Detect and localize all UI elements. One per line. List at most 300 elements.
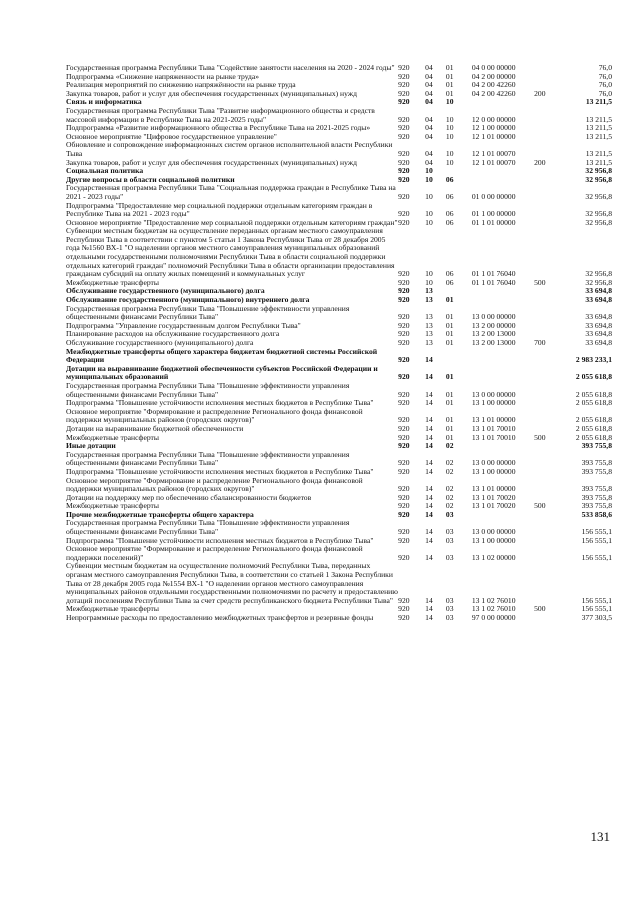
row-rz-code: 10 (425, 191, 433, 201)
row-rz-code: 14 (425, 552, 433, 562)
row-cs-code (472, 296, 534, 305)
row-vr-code (534, 477, 563, 494)
row-rz-code: 14 (425, 501, 433, 511)
row-cs-code: 01 1 01 00000 (471, 217, 516, 227)
row-name: Субвенции местным бюджетам на осуществление переданных органам местного самоуправления Республики Тыва в соответствии с пунктом 5 статьи 1 Закона Республики Тыва от 28 декабря 2005 года №1560 ВХ-1 "О наделении органов местного самоуправления муниципальных образований отдельными государственными полномочиями Республики Тыва в области социальной поддержки отдельных категорий граждан" полномочий Республики Тыва в области организации предоставления гражданам субсидий на оплату жилых помещений и коммунальных услуг (66, 226, 395, 279)
row-vr-code (534, 167, 563, 176)
row-sum: 533 858,6 (581, 509, 612, 519)
row-name: Межбюджетные трансферты (66, 604, 159, 614)
row-pr-code: 02 (445, 501, 454, 511)
row-gr-code: 920 (398, 157, 410, 167)
row-vr-code (534, 365, 563, 382)
row-vr-code (534, 141, 563, 158)
row-sum: 32 956,8 (585, 191, 612, 201)
row-sum: 33 694,8 (585, 329, 612, 339)
row-gr-code: 920 (398, 372, 410, 382)
row-cs-code: 13 1 00 00000 (471, 535, 516, 545)
row-gr-code: 920 (398, 209, 410, 219)
row-cs-code: 13 1 01 70020 (471, 501, 516, 511)
row-cs-code: 13 0 00 00000 (471, 527, 516, 537)
row-pr-code: 01 (445, 389, 454, 399)
row-name: Обслуживание государственного (муниципального) внутреннего долга (66, 295, 310, 305)
row-pr-code: 01 (445, 295, 454, 305)
row-name: Подпрограмма "Повышение устойчивости исполнения местных бюджетов в Республике Тыва" (66, 398, 374, 408)
row-cs-code: 13 1 02 76010 (471, 595, 516, 605)
row-pr-code: 03 (445, 527, 454, 537)
row-cs-code: 01 1 00 00000 (471, 209, 516, 219)
row-vr-code (534, 219, 563, 228)
page-number: 131 (590, 829, 610, 844)
row-gr-code: 920 (398, 552, 410, 562)
row-name: Подпрограмма «Развитие информационного общества в Республике Тыва на 2021-2025 годы» (66, 123, 371, 133)
row-name: Основное мероприятие "Формирование и распределение Регионального фонда финансовой поддержки поселений)" (66, 544, 363, 562)
row-cs-code: 04 2 00 00000 (471, 71, 516, 81)
row-pr-code: 01 (445, 320, 454, 330)
row-gr-code: 920 (398, 277, 410, 287)
row-gr-code: 920 (398, 389, 410, 399)
row-pr-code: 03 (445, 535, 454, 545)
row-rz-code: 14 (425, 415, 433, 425)
row-sum: 32 956,8 (585, 277, 612, 287)
row-pr-code: 06 (445, 174, 454, 184)
row-sum: 156 555,1 (581, 535, 612, 545)
row-rz-code: 10 (425, 174, 433, 184)
table-row (66, 519, 612, 536)
row-pr-code: 02 (445, 466, 454, 476)
row-sum: 13 211,5 (585, 97, 612, 107)
row-gr-code: 920 (398, 123, 410, 133)
row-name: Межбюджетные трансферты (66, 277, 159, 287)
row-pr-code: 01 (445, 329, 454, 339)
row-name: Подпрограмма "Повышение устойчивости исполнения местных бюджетов в Республике Тыва" (66, 466, 374, 476)
row-rz-code: 13 (425, 320, 433, 330)
row-name: Межбюджетные трансферты (66, 432, 159, 442)
row-cs-code: 13 1 01 00000 (471, 484, 516, 494)
row-gr-code: 920 (398, 217, 410, 227)
row-gr-code: 920 (398, 355, 410, 365)
table-row (66, 107, 612, 124)
row-gr-code: 920 (398, 295, 410, 305)
row-rz-code: 14 (425, 355, 433, 365)
row-vr-code (534, 322, 563, 331)
row-vr-code (534, 399, 563, 408)
row-sum: 2 055 618,8 (575, 398, 612, 408)
row-sum: 2 055 618,8 (575, 432, 612, 442)
row-vr-code: 200 (534, 88, 546, 98)
row-name: Государственная программа Республики Тыва "Повышение эффективности управления общественными финансами Республики Тыва" (66, 518, 350, 537)
row-sum: 32 956,8 (585, 166, 612, 176)
row-cs-code: 13 0 00 00000 (471, 458, 516, 468)
row-name: Обслуживание государственного (муниципального) долга (66, 286, 265, 296)
row-name: Подпрограмма "Управление государственным долгом Республики Тыва" (66, 320, 301, 330)
row-vr-code: 500 (534, 604, 546, 614)
row-sum: 13 211,5 (585, 148, 612, 158)
row-name: Обслуживание государственного (муниципального) долга (66, 338, 254, 347)
row-name: Закупка товаров, работ и услуг для обеспечения государственных (муниципальных) нужд (66, 88, 357, 98)
row-cs-code: 13 0 00 00000 (471, 389, 516, 399)
row-gr-code: 920 (398, 97, 410, 107)
row-cs-code (472, 348, 534, 365)
row-cs-code: 04 2 00 42260 (471, 80, 516, 90)
row-pr-code: 01 (445, 63, 454, 72)
row-cs-code (472, 511, 534, 520)
budget-table (66, 64, 612, 623)
row-vr-code (534, 133, 563, 142)
row-rz-code: 14 (425, 613, 433, 622)
row-sum: 33 694,8 (585, 286, 612, 296)
row-cs-code: 13 2 00 13000 (471, 329, 516, 339)
row-pr-code: 02 (445, 484, 454, 494)
row-cs-code: 97 0 00 00000 (471, 613, 516, 622)
row-pr-code: 01 (445, 398, 454, 408)
row-rz-code: 14 (425, 484, 433, 494)
row-sum: 76,0 (598, 71, 612, 81)
row-rz-code: 14 (425, 423, 433, 433)
row-sum: 2 055 618,8 (575, 415, 612, 425)
row-cs-code: 13 1 01 70010 (471, 432, 516, 442)
row-name: Основное мероприятие "Предоставление мер социальной поддержки отдельным категориям граждан" (66, 217, 398, 227)
table-row (66, 305, 612, 322)
row-cs-code: 04 0 00 00000 (471, 63, 516, 72)
row-pr-code: 06 (445, 209, 454, 219)
row-rz-code: 14 (425, 458, 433, 468)
row-pr-code: 06 (445, 269, 454, 279)
row-gr-code: 920 (398, 595, 410, 605)
row-cs-code: 12 1 01 00000 (471, 131, 516, 141)
row-cs-code (472, 176, 534, 185)
row-gr-code: 920 (398, 338, 410, 347)
row-gr-code: 920 (398, 441, 410, 451)
row-pr-code: 06 (445, 217, 454, 227)
row-cs-code: 12 0 00 00000 (471, 114, 516, 124)
row-vr-code (534, 382, 563, 399)
row-sum: 2 055 618,8 (575, 389, 612, 399)
table-row (66, 434, 612, 443)
row-vr-code (534, 348, 563, 365)
table-row (66, 614, 612, 623)
row-vr-code: 700 (534, 338, 546, 347)
row-name: Подпрограмма "Предоставление мер социальной поддержки отдельным категориям граждан в Республике Тыва на 2021 - 2023 годы" (66, 200, 373, 219)
row-vr-code (534, 184, 563, 201)
row-name: Дотации на выравнивание бюджетной обеспеченности субъектов Российской Федерации и муниципальных образований (66, 363, 378, 382)
row-rz-code: 04 (425, 71, 433, 81)
row-rz-code: 14 (425, 389, 433, 399)
row-cs-code: 04 2 00 42260 (471, 88, 516, 98)
row-gr-code: 920 (398, 527, 410, 537)
table-row (66, 90, 612, 99)
row-cs-code: 13 1 01 70020 (471, 492, 516, 502)
row-vr-code (534, 468, 563, 477)
row-name: Связь и информатика (66, 97, 142, 107)
row-vr-code (534, 537, 563, 546)
row-gr-code: 920 (398, 484, 410, 494)
row-rz-code: 14 (425, 595, 433, 605)
row-pr-code: 02 (445, 441, 454, 451)
row-vr-code (534, 227, 563, 279)
row-sum: 76,0 (598, 63, 612, 72)
row-name: Межбюджетные трансферты (66, 501, 159, 511)
row-name: Иные дотации (66, 441, 116, 451)
row-sum: 13 211,5 (585, 114, 612, 124)
row-gr-code: 920 (398, 329, 410, 339)
row-sum: 2 055 618,8 (575, 423, 612, 433)
row-rz-code: 14 (425, 509, 433, 519)
row-vr-code (534, 305, 563, 322)
row-vr-code (534, 202, 563, 219)
row-rz-code: 14 (425, 398, 433, 408)
row-gr-code: 920 (398, 312, 410, 322)
table-row (66, 545, 612, 562)
row-pr-code: 01 (445, 338, 454, 347)
row-sum: 32 956,8 (585, 217, 612, 227)
table-row (66, 365, 612, 382)
row-name: Непрограммные расходы по предоставлению межбюджетных трансфертов и резервные фонды (66, 613, 374, 622)
row-pr-code: 03 (445, 595, 454, 605)
row-name: Дотации на поддержку мер по обеспечению сбалансированности бюджетов (66, 492, 312, 502)
row-pr-code: 01 (445, 312, 454, 322)
row-name: Основное мероприятие "Формирование и распределение Регионального фонда финансовой поддержки муниципальных районов (городских округов)" (66, 406, 363, 425)
row-sum: 393 755,8 (581, 441, 612, 451)
row-gr-code: 920 (398, 423, 410, 433)
row-sum: 393 755,8 (581, 492, 612, 502)
row-vr-code (534, 511, 563, 520)
row-gr-code: 920 (398, 191, 410, 201)
row-vr-code (534, 562, 563, 605)
row-vr-code (534, 442, 563, 451)
row-rz-code: 14 (425, 441, 433, 451)
row-vr-code (534, 64, 563, 73)
row-pr-code: 01 (445, 372, 454, 382)
row-sum: 32 956,8 (585, 209, 612, 219)
row-cs-code (472, 98, 534, 107)
row-sum: 393 755,8 (581, 458, 612, 468)
row-name: Субвенции местным бюджетам на осуществление полномочий Республики Тыва, переданных органам местного самоуправления Республики Тыва, в соответствии со статьей 1 Закона Республики Тыва от 28 декабря 2005 года №1554 ВХ-1 "О наделении органов местного самоуправления муниципальных районов отдельными государственными полномочиями по расчету и предоставлению дотаций поселениям Республики Тыва за счет средств республиканского бюджета Республики Тыва" (66, 561, 398, 605)
row-pr-code: 06 (445, 277, 454, 287)
row-cs-code: 13 2 00 00000 (471, 320, 516, 330)
row-name: Государственная программа Республики Тыва "Повышение эффективности управления общественными финансами Республики Тыва" (66, 303, 350, 322)
row-sum: 393 755,8 (581, 466, 612, 476)
row-vr-code (534, 124, 563, 133)
row-cs-code: 12 1 01 00070 (471, 157, 516, 167)
row-sum: 13 211,5 (585, 123, 612, 133)
row-cs-code: 01 1 01 76040 (471, 277, 516, 287)
row-cs-code (472, 287, 534, 296)
row-rz-code: 13 (425, 338, 433, 347)
row-pr-code: 10 (445, 123, 454, 133)
row-name: Подпрограмма «Снижение напряженности на рынке труда» (66, 71, 260, 81)
row-sum: 33 694,8 (585, 338, 612, 347)
row-rz-code: 04 (425, 114, 433, 124)
row-sum: 2 983 233,1 (575, 355, 612, 365)
row-vr-code: 500 (534, 501, 546, 511)
row-gr-code: 920 (398, 458, 410, 468)
row-rz-code: 14 (425, 527, 433, 537)
row-pr-code (446, 348, 472, 365)
row-name: Государственная программа Республики Тыва "Повышение эффективности управления общественными финансами Республики Тыва" (66, 380, 350, 399)
row-name: Обновление и сопровождение информационных систем органов исполнительной власти Республики Тыва (66, 140, 393, 158)
row-rz-code: 14 (425, 535, 433, 545)
row-name: Дотации на выравнивание бюджетной обеспеченности (66, 423, 244, 433)
row-vr-code: 500 (534, 432, 546, 442)
row-vr-code (534, 107, 563, 124)
row-vr-code (534, 545, 563, 562)
row-pr-code: 01 (445, 432, 454, 442)
table-row (66, 184, 612, 201)
row-sum: 13 211,5 (585, 131, 612, 141)
row-gr-code: 920 (398, 415, 410, 425)
table-row (66, 348, 612, 365)
row-cs-code: 13 2 00 13000 (471, 338, 516, 347)
row-cs-code: 13 1 00 00000 (471, 466, 516, 476)
row-sum: 33 694,8 (585, 312, 612, 322)
row-rz-code: 14 (425, 432, 433, 442)
row-name: Закупка товаров, работ и услуг для обеспечения государственных (муниципальных) нужд (66, 157, 357, 167)
row-pr-code: 01 (445, 415, 454, 425)
row-gr-code: 920 (398, 166, 410, 176)
row-rz-code: 14 (425, 372, 433, 382)
row-pr-code: 10 (445, 148, 454, 158)
row-cs-code: 13 1 02 00000 (471, 552, 516, 562)
row-pr-code: 10 (445, 131, 454, 141)
table-row (66, 159, 612, 168)
row-vr-code (534, 614, 563, 623)
row-pr-code: 01 (445, 88, 454, 98)
row-gr-code: 920 (398, 114, 410, 124)
row-vr-code: 500 (534, 277, 546, 287)
row-gr-code: 920 (398, 535, 410, 545)
row-cs-code: 13 1 02 76010 (471, 604, 516, 614)
budget-table-body (66, 64, 612, 623)
row-cs-code: 12 1 01 00070 (471, 148, 516, 158)
row-gr-code: 920 (398, 432, 410, 442)
row-vr-code (534, 408, 563, 425)
row-name: Прочие межбюджетные трансферты общего характера (66, 509, 254, 519)
table-row (66, 562, 612, 605)
row-sum: 393 755,8 (581, 484, 612, 494)
row-cs-code: 13 1 01 70010 (471, 423, 516, 433)
row-vr-code (534, 287, 563, 296)
row-rz-code: 04 (425, 97, 433, 107)
row-sum: 33 694,8 (585, 295, 612, 305)
row-sum: 393 755,8 (581, 501, 612, 511)
row-rz-code: 14 (425, 604, 433, 614)
row-sum: 33 694,8 (585, 320, 612, 330)
row-gr-code: 920 (398, 604, 410, 614)
row-name: Реализация мероприятий по снижению напряжённости на рынке труда (66, 80, 296, 90)
row-rz-code: 04 (425, 80, 433, 90)
row-gr-code: 920 (398, 148, 410, 158)
row-gr-code: 920 (398, 269, 410, 279)
row-sum: 156 555,1 (581, 527, 612, 537)
row-name: Основное мероприятие "Формирование и распределение Регионального фонда финансовой поддержки муниципальных районов (городских округов)" (66, 475, 363, 494)
row-vr-code (534, 73, 563, 82)
table-row (66, 382, 612, 399)
row-rz-code: 13 (425, 312, 433, 322)
row-rz-code: 04 (425, 88, 433, 98)
row-name: Основное мероприятие "Цифровое государственное управление" (66, 131, 277, 141)
row-rz-code: 10 (425, 277, 433, 287)
row-name: Государственная программа Республики Тыва "Повышение эффективности управления общественными финансами Республики Тыва" (66, 449, 350, 468)
row-rz-code: 04 (425, 157, 433, 167)
row-name: Другие вопросы в области социальной политики (66, 174, 235, 184)
row-sum: 13 211,5 (585, 157, 612, 167)
table-row (66, 451, 612, 468)
row-rz-code: 10 (425, 209, 433, 219)
row-cs-code (472, 442, 534, 451)
row-vr-code (534, 451, 563, 468)
row-rz-code: 13 (425, 286, 433, 296)
row-cs-code: 13 1 01 00000 (471, 415, 516, 425)
row-gr-code: 920 (398, 320, 410, 330)
row-vr-code: 200 (534, 157, 546, 167)
row-pr-code: 01 (445, 423, 454, 433)
row-gr-code: 920 (398, 71, 410, 81)
table-row (66, 408, 612, 425)
row-cs-code: 13 0 00 00000 (471, 312, 516, 322)
table-row (66, 477, 612, 494)
row-gr-code: 920 (398, 509, 410, 519)
row-sum: 32 956,8 (585, 269, 612, 279)
row-rz-code: 10 (425, 166, 433, 176)
row-sum: 377 303,5 (581, 613, 612, 622)
row-name: Государственная программа Республики Тыва "Развитие информационного общества и средств массовой информации в Республике Тыва на 2021-2025 годы" (66, 105, 375, 124)
row-name: Планирование расходов на обслуживание государственного долга (66, 329, 280, 339)
row-gr-code: 920 (398, 88, 410, 98)
row-gr-code: 920 (398, 80, 410, 90)
row-cs-code: 01 0 00 00000 (471, 191, 516, 201)
row-pr-code: 03 (445, 613, 454, 622)
row-cs-code: 01 1 01 76040 (471, 269, 516, 279)
row-sum: 32 956,8 (585, 174, 612, 184)
row-gr-code: 920 (398, 63, 410, 72)
row-rz-code: 10 (425, 217, 433, 227)
row-cs-code: 12 1 00 00000 (471, 123, 516, 133)
row-pr-code: 10 (445, 97, 454, 107)
row-name: Межбюджетные трансферты общего характера бюджетам бюджетной системы Российской Федерации (66, 346, 378, 365)
row-rz-code: 04 (425, 123, 433, 133)
row-sum: 2 055 618,8 (575, 372, 612, 382)
row-cs-code (472, 167, 534, 176)
row-rz-code: 13 (425, 329, 433, 339)
row-pr-code: 01 (445, 71, 454, 81)
row-gr-code: 920 (398, 286, 410, 296)
row-gr-code: 920 (398, 398, 410, 408)
row-pr-code: 10 (445, 157, 454, 167)
row-vr-code (534, 176, 563, 185)
row-pr-code: 03 (445, 509, 454, 519)
row-pr-code: 06 (445, 191, 454, 201)
row-rz-code: 04 (425, 131, 433, 141)
row-gr-code: 920 (398, 174, 410, 184)
row-rz-code: 14 (425, 492, 433, 502)
table-row (66, 227, 612, 279)
row-gr-code: 920 (398, 613, 410, 622)
row-pr-code: 03 (445, 604, 454, 614)
row-pr-code: 03 (445, 552, 454, 562)
row-rz-code: 14 (425, 466, 433, 476)
row-cs-code: 13 1 00 00000 (471, 398, 516, 408)
row-name: Государственная программа Республики Тыва "Социальная поддержка граждан в Республике Тыва на 2021 - 2023 годы" (66, 183, 396, 201)
row-sum: 156 555,1 (581, 595, 612, 605)
row-name: Подпрограмма "Повышение устойчивости исполнения местных бюджетов в Республике Тыва" (66, 535, 374, 545)
row-vr-code (534, 98, 563, 107)
row-pr-code: 02 (445, 492, 454, 502)
table-row (66, 202, 612, 219)
row-rz-code: 04 (425, 63, 433, 72)
row-gr-code: 920 (398, 131, 410, 141)
row-vr-code (534, 296, 563, 305)
row-pr-code: 02 (445, 458, 454, 468)
